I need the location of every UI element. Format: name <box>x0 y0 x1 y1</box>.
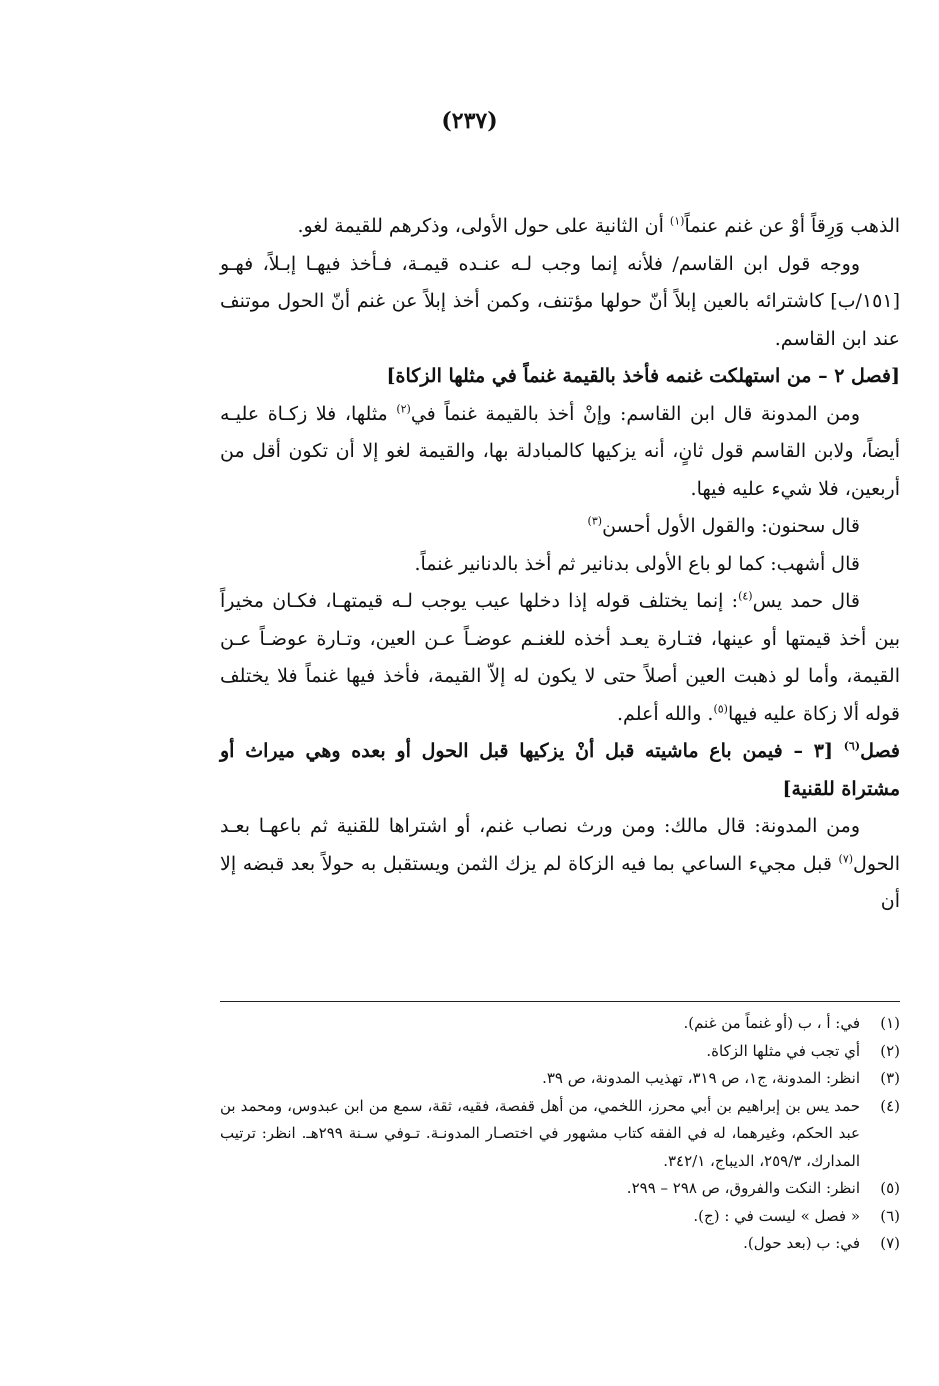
text-run: مثلها، فلا زكـاة عليـه أيضاً، ولابن القاسم قول ثانٍ، أنه يزكيها كالمبادلة بها، والقيمة لغو إلا أن تكون أقل من أربعين، فلا شيء عليه فيها. <box>220 402 900 500</box>
text-run: قال سحنون: والقول الأول أحسن <box>602 515 860 537</box>
body-paragraph <box>220 546 900 584</box>
footnote-text: في: ب (بعد حول). <box>743 1234 860 1252</box>
text-run: [فصل ٢ – من استهلكت غنمه فأخذ بالقيمة غنماً في مثلها الزكاة] <box>386 365 900 387</box>
footnote-number: (٤) <box>880 1096 900 1115</box>
footnote-item <box>220 1175 900 1203</box>
footnote-ref: (٢) <box>396 402 411 416</box>
footnote-ref: (٥) <box>713 702 728 716</box>
footnote-ref: (٧) <box>838 852 854 866</box>
text-run: فصل <box>860 740 901 762</box>
footnote-number: (١) <box>880 1014 900 1032</box>
text-run: ووجه قول ابن القاسم/ فلأنه إنما وجب لـه عنـده قيمـة، فـأخذ فيهـا إبـلاً، فهـو [١٥١/ب] كاشترائه بالعين إبلاً أنّ حولها مؤتنف، وكمن أخذ إبلاً عن غنم أنّ الحول موتنف عند ابن القاسم. <box>220 252 900 350</box>
footnote-text: أي تجب في مثلها الزكاة. <box>706 1041 860 1060</box>
text-run: : إنما يختلف قوله إذا دخلها عيب يوجب لـه قيمتهـا، فكـان مخيراً بين أخذ قيمتها أو عينها، فتـارة يعـد أخذه للغنـم عوضـاً عـن العين، وتـارة عوضـاً عـن القيمة، وأما لو ذهبت العين أصلاً حتى لا يكون له إلاّ القيمة، فأخذ فيها غنماً فلا يختلف قوله ألا زكاة عليه فيها <box>220 590 900 725</box>
footnote-item <box>220 1230 900 1258</box>
footnote-number: (٧) <box>880 1234 900 1252</box>
footnote-item <box>220 1010 900 1038</box>
footnote-ref: (١) <box>669 214 685 228</box>
text-run: الذهب وَرِقاً أوْ عن غنم عنماً <box>684 215 900 237</box>
footnote-ref: (٤) <box>738 589 753 603</box>
footnote-number: (٥) <box>880 1179 900 1197</box>
text-run: ومن المدونة قال ابن القاسم: وإنْ أخذ بالقيمة غنماً في <box>410 402 860 425</box>
footnote-ref: (٣) <box>587 514 603 528</box>
footnote-number: (٣) <box>880 1069 900 1087</box>
section-heading <box>220 733 900 808</box>
text-run: . والله أعلم. <box>617 702 714 725</box>
footnote-item <box>220 1038 900 1066</box>
body-paragraph <box>220 246 900 359</box>
footnote-text: في: أ ، ب (أو غنماً من غنم). <box>683 1014 860 1032</box>
text-run: قال أشهب: كما لو باع الأولى بدنانير ثم أخذ بالدنانير غنماً. <box>414 552 860 575</box>
main-text <box>220 208 900 921</box>
body-paragraph <box>220 208 900 246</box>
text-run: ومن المدونة: قال مالك: ومن ورث نصاب غنم، أو اشتراها للقنية ثم باعهـا بعـد الحول <box>220 815 900 875</box>
footnote-item <box>220 1065 900 1093</box>
footnote-ref: (٦) <box>843 739 861 753</box>
footnote-text: انظر: المدونة، ج١، ص ٣١٩، تهذيب المدونة، ص ٣٩. <box>542 1069 860 1087</box>
text-run: قال حمد يس <box>752 590 860 612</box>
footnote-number: (٢) <box>880 1041 900 1060</box>
body-paragraph <box>220 396 900 509</box>
footnote-item <box>220 1203 900 1231</box>
body-paragraph <box>220 808 900 921</box>
footnote-text: انظر: النكت والفروق، ص ٢٩٨ – ٢٩٩. <box>626 1179 860 1197</box>
body-paragraph <box>220 583 900 733</box>
text-run: [٣ – فيمن باع ماشيته قبل أنْ يزكيها قبل الحول أو بعده وهي ميراث أو مشتراة للقنية] <box>220 740 900 800</box>
text-run: أن الثانية على حول الأولى، وذكرهم للقيمة لغو. <box>297 215 670 237</box>
footnote-number: (٦) <box>880 1206 900 1225</box>
footnote-item <box>220 1093 900 1176</box>
footnote-text: حمد يس بن إبراهيم بن أبي محرز، اللخمي، من أهل قفصة، فقيه، ثقة، سمع من ابن عبدوس، ومحمد بن عبد الحكم، وغيرهما، له في الفقه كتاب مشهور في اختصـار المدونـة. تـوفي سـنة ٢٩٩هـ. انظر: ترتيب المدارك، ٢٥٩/٣، الديباج، ٣٤٢/١. <box>220 1096 860 1170</box>
footnote-divider <box>220 1001 900 1002</box>
page-number: (٢٣٧) <box>441 108 498 134</box>
section-heading <box>220 358 900 396</box>
footnotes <box>220 1010 900 1258</box>
footnote-text: « فصل » ليست في : (ج). <box>693 1206 860 1225</box>
text-run: قبل مجيء الساعي بما فيه الزكاة لم يزك الثمن ويستقبل به حولاً بعد قبضه إلا أن <box>220 852 900 912</box>
body-paragraph <box>220 508 900 546</box>
